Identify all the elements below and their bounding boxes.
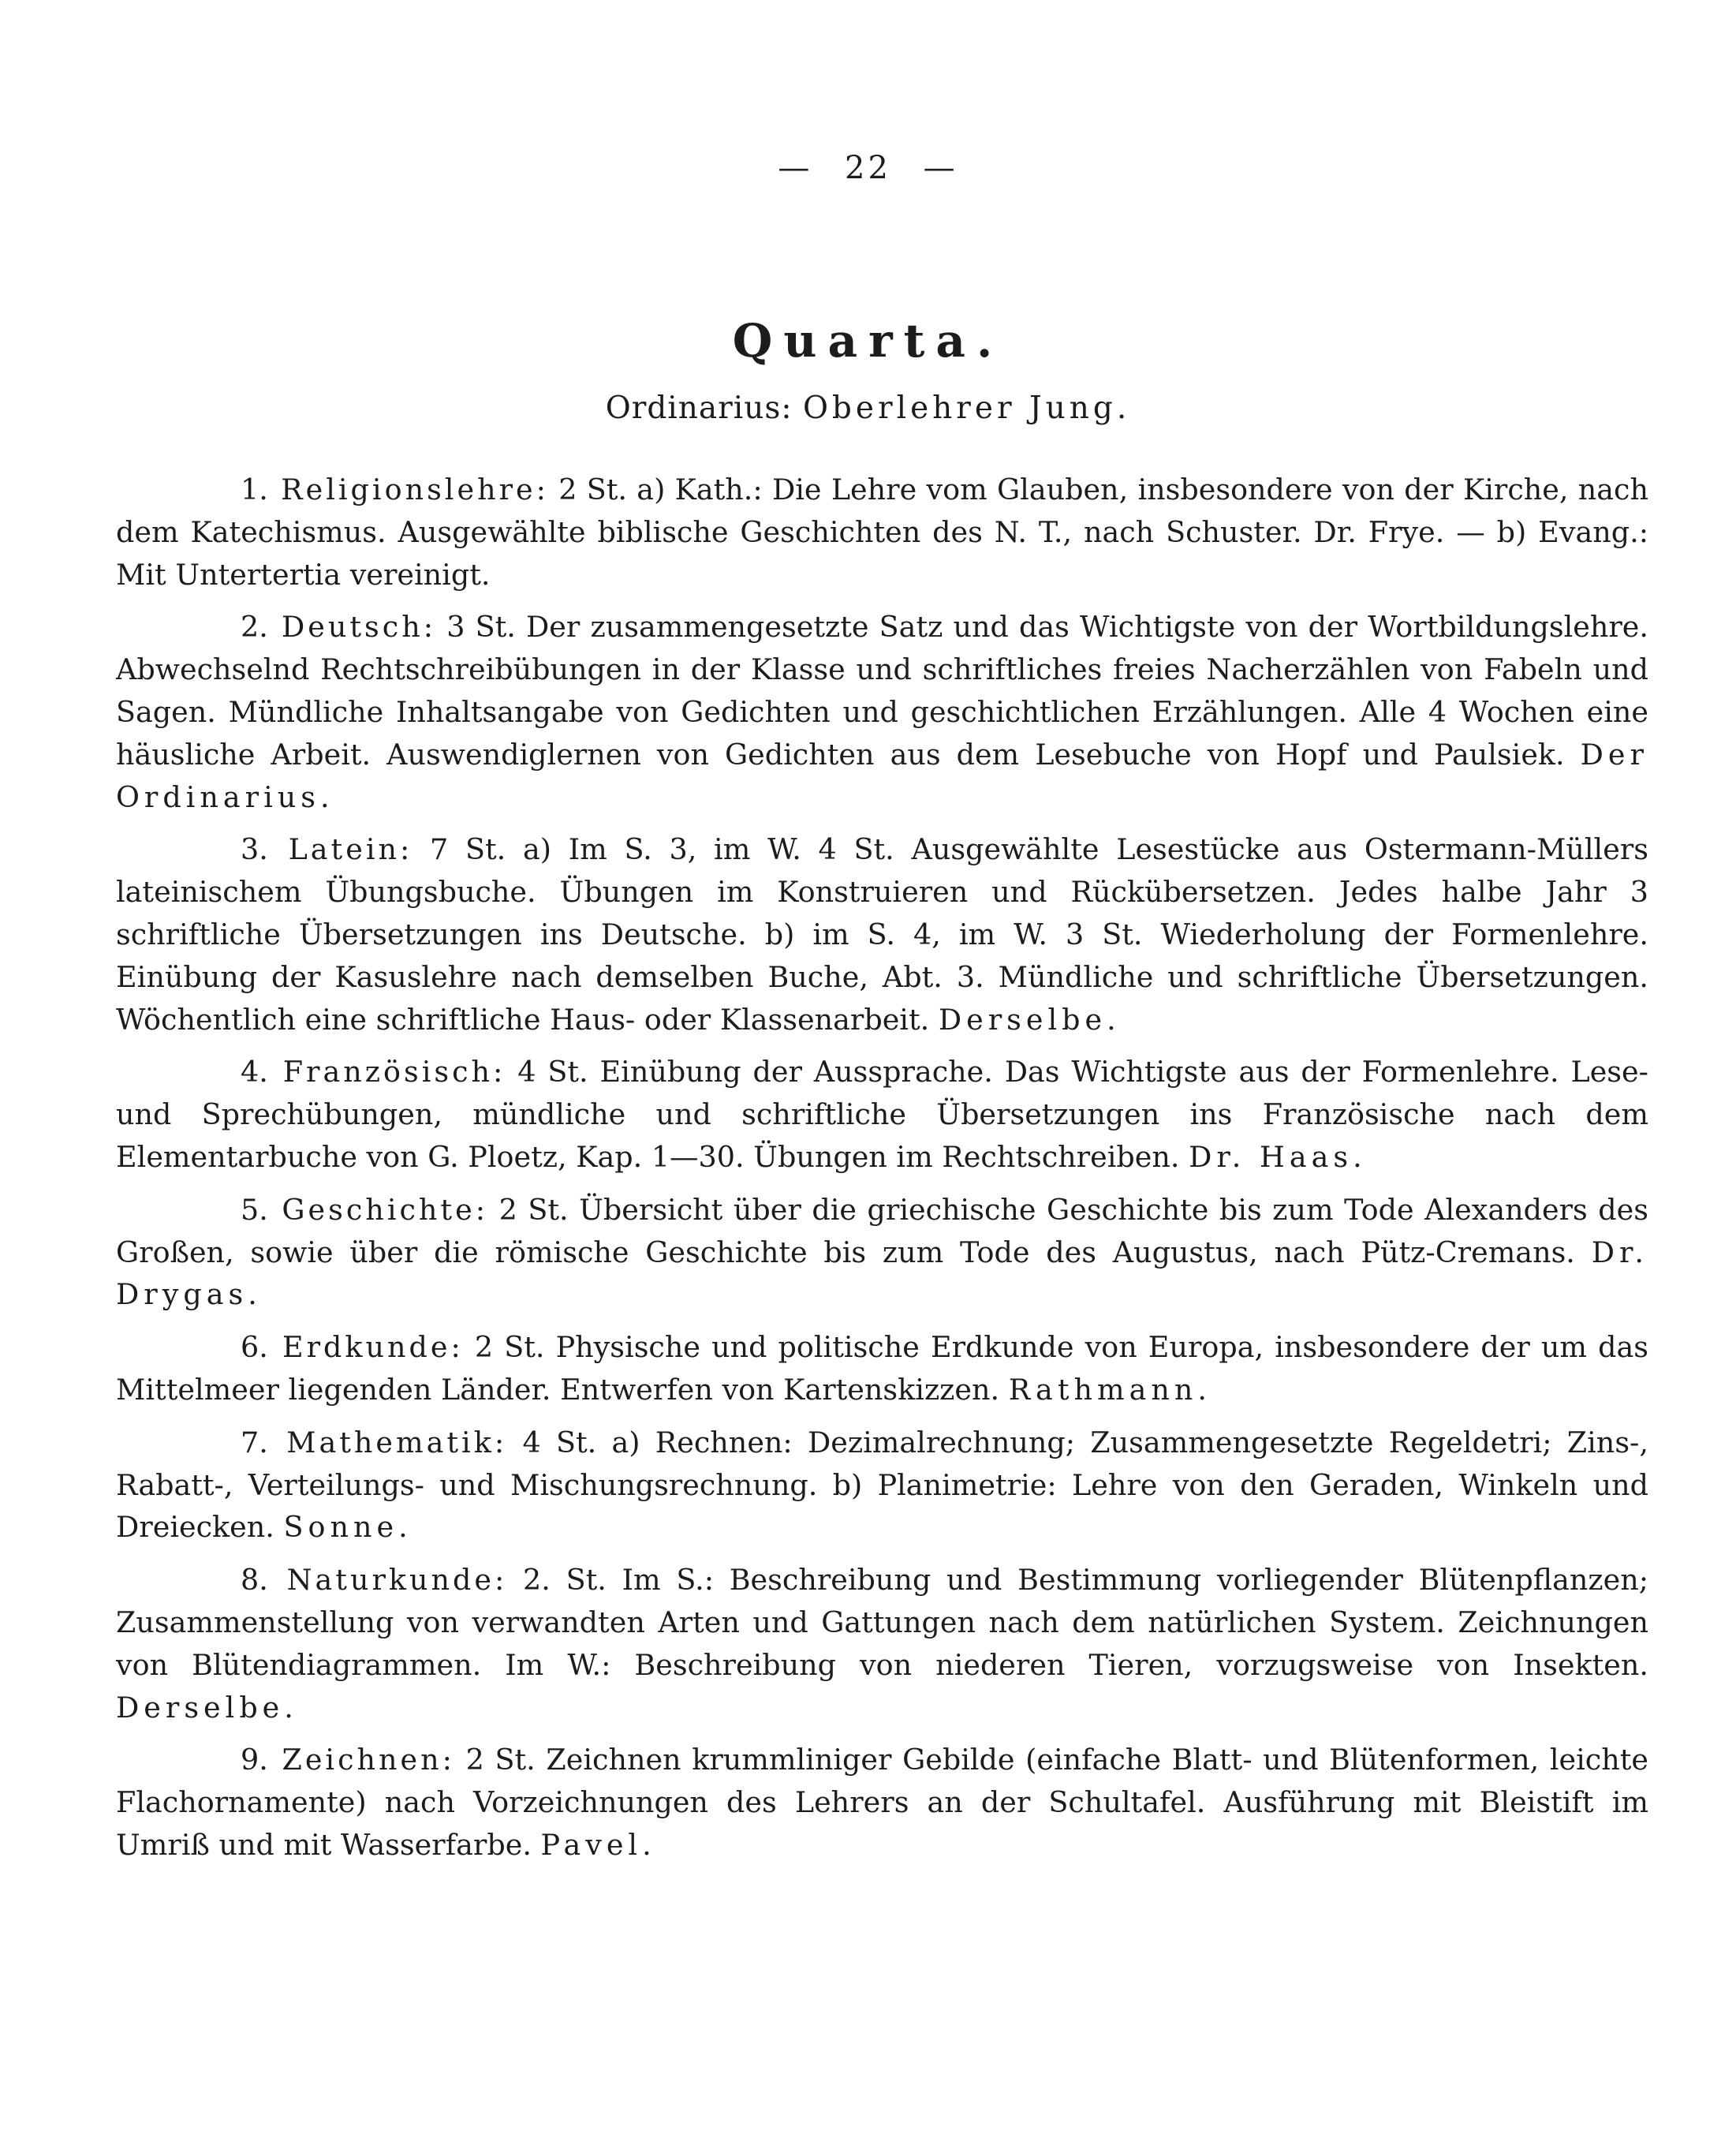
subject-teacher: Derselbe.	[116, 1690, 298, 1725]
page-number-dash-right: —	[923, 150, 958, 186]
subject-name: Deutsch:	[282, 610, 437, 645]
subject-religion	[116, 469, 1648, 596]
subject-deutsch	[116, 606, 1648, 818]
subject-name: Zeichnen:	[282, 1743, 455, 1777]
subject-name: Latein:	[288, 832, 413, 867]
subject-name: Naturkunde:	[286, 1563, 508, 1598]
subject-text: 2. St. Im S.: Beschreibung und Bestimmung vorliegender Blütenpflanzen; Zusammenstellung von verwandten Arten und Gattungen nach dem natürlichen System. Zeichnungen von Blütendiagrammen. Im W.: Beschreibung von niederen Tieren, vorzugsweise von Insekten.	[116, 1563, 1649, 1682]
ordinarius-line	[0, 390, 1736, 426]
subject-text: 4 St. a) Rechnen: Dezimalrechnung; Zusammengesetzte Regeldetri; Zins-, Rabatt-, Verteilungs- und Mischungsrechnung. b) Planimetrie: Lehre von den Geraden, Winkeln und Dreiecken.	[116, 1425, 1648, 1545]
subject-text: 2 St. Physische und politische Erdkunde von Europa, insbesondere der um das Mittelmeer liegenden Länder. Entwerfen von Kartenskizzen.	[116, 1330, 1648, 1407]
subject-name: Geschichte:	[282, 1192, 489, 1227]
subject-number: 3.	[241, 832, 268, 867]
subject-name: Mathematik:	[286, 1425, 508, 1459]
subject-teacher: Dr. Haas.	[1189, 1139, 1367, 1174]
subject-name: Erdkunde:	[282, 1330, 464, 1365]
subject-latein	[116, 828, 1648, 1041]
subject-teacher: Derselbe.	[938, 1002, 1121, 1037]
subject-name: Französisch:	[282, 1055, 506, 1089]
subject-name: Religionslehre:	[281, 473, 549, 506]
subject-number: 2.	[241, 610, 268, 645]
subject-text: 2 St. a) Kath.: Die Lehre vom Glauben, insbesondere von der Kirche, nach dem Katechismus. Ausgewählte biblische Geschichten des N. T., nach Schuster. Dr. Frye. — b) Evang.: Mit Untertertia vereinigt.	[116, 473, 1648, 592]
page-number-dash-left: —	[778, 150, 813, 186]
subject-text: 4 St. Einübung der Aussprache. Das Wichtigste aus der Formenlehre. Lese- und Sprechübungen, mündliche und schriftliche Übersetzungen ins Französische nach dem Elementarbuche von G. Ploetz, Kap. 1—30. Übungen im Rechtschreiben.	[116, 1055, 1648, 1174]
curriculum-list	[116, 469, 1648, 1877]
subject-number: 9.	[241, 1743, 268, 1777]
subject-naturkunde	[116, 1559, 1648, 1728]
subject-text: 3 St. Der zusammengesetzte Satz und das Wichtigste von der Wortbildungslehre. Abwechselnd Rechtschreibübungen in der Klasse und schriftliches freies Nacherzählen von Fabeln und Sagen. Mündliche Inhaltsangabe von Gedichten und geschichtlichen Erzählungen. Alle 4 Wochen eine häusliche Arbeit. Auswendiglernen von Gedichten aus dem Lesebuche von Hopf und Paulsiek.	[116, 610, 1649, 772]
page-number-value: 22	[845, 150, 891, 186]
subject-teacher: Sonne.	[283, 1510, 413, 1545]
page-number	[0, 150, 1736, 186]
ordinarius-label: Ordinarius:	[605, 390, 793, 426]
subject-erdkunde	[116, 1326, 1648, 1411]
ordinarius-teacher: Oberlehrer Jung.	[802, 390, 1131, 426]
subject-geschichte	[116, 1189, 1648, 1316]
subject-mathematik	[116, 1422, 1648, 1549]
subject-teacher: Pavel.	[540, 1827, 656, 1862]
subject-teacher: Der Ordinarius.	[116, 737, 1648, 814]
subject-text: 2 St. Übersicht über die griechische Geschichte bis zum Tode Alexanders des Großen, sowie über die römische Geschichte bis zum Tode des Augustus, nach Pütz-Cremans.	[116, 1192, 1648, 1269]
subject-number: 6.	[241, 1330, 268, 1365]
subject-number: 8.	[241, 1563, 268, 1598]
subject-number: 7.	[241, 1425, 268, 1459]
subject-teacher: Rathmann.	[1008, 1372, 1211, 1407]
subject-zeichnen	[116, 1739, 1648, 1866]
subject-number: 1.	[241, 473, 268, 506]
subject-text: 2 St. Zeichnen krummliniger Gebilde (einfache Blatt- und Blütenformen, leichte Flachornamente) nach Vorzeichnungen des Lehrers an der Schultafel. Ausführung mit Bleistift im Umriß und mit Wasserfarbe.	[116, 1743, 1649, 1862]
subject-number: 4.	[241, 1055, 268, 1089]
subject-franzoesisch	[116, 1051, 1648, 1178]
section-title: Quarta.	[732, 314, 1004, 368]
subject-teacher: Dr. Drygas.	[116, 1235, 1649, 1312]
subject-number: 5.	[241, 1192, 268, 1227]
subject-text: 7 St. a) Im S. 3, im W. 4 St. Ausgewählte Lesestücke aus Ostermann-Müllers lateinischem Übungsbuche. Übungen im Konstruieren und Rückübersetzen. Jedes halbe Jahr 3 schriftliche Übersetzungen ins Deutsche. b) im S. 4, im W. 3 St. Wiederholung der Formenlehre. Einübung der Kasuslehre nach demselben Buche, Abt. 3. Mündliche und schriftliche Übersetzungen. Wöchentlich eine schriftliche Haus- oder Klassenarbeit.	[116, 832, 1649, 1037]
